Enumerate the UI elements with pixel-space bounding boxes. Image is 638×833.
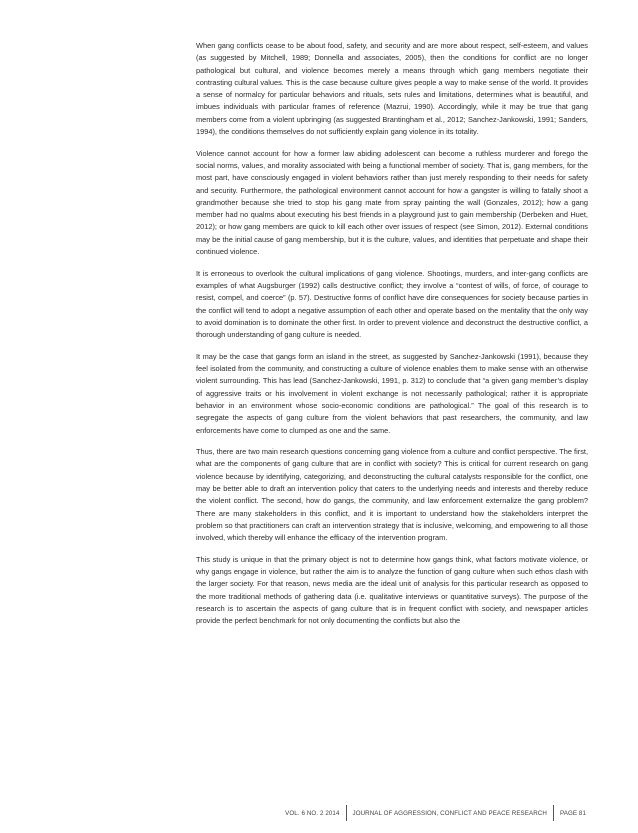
footer-page-number: PAGE 81 (559, 809, 586, 817)
paragraph-6: This study is unique in that the primary object is not to determine how gangs think, what factors motivate violence, or why gangs engage in violence, but rather the aim is to analyze the function of gang culture when such ethos clash with the larger society. For that reason, news media are the ideal unit of analysis for this particular research as opposed to the more traditional methods of gathering data (i.e. qualitative interviews or quantitative surveys). The purpose of the research is to ascertain the aspects of gang culture that is in frequent conflict with society, and newspaper articles provide the perfect benchmark for not only documenting the conflicts but also the (196, 554, 588, 626)
footer-volume: VOL. 6 NO. 2 2014 (285, 809, 340, 817)
paragraph-5: Thus, there are two main research questions concerning gang violence from a culture and conflict perspective. The first, what are the components of gang culture that are in conflict with society? This is critical for current research on gang violence because by identifying, categorizing, and deconstructing the cultural catalysts responsible for the conflict, one may be better able to draft an intervention policy that caters to the underlying needs and interests and thereby reduce the violent conflict. The second, how do gangs, the community, and law enforcement externalize the gang problem? There are many stakeholders in this conflict, and it is important to understand how the stakeholders interpret the problem so that practitioners can craft an intervention strategy that is inclusive, welcoming, and empowering to all those involved, which thereby will enhance the efficacy of the intervention program. (196, 447, 588, 543)
paragraph-3: It is erroneous to overlook the cultural implications of gang violence. Shootings, murders, and inter-gang conflicts are examples of what Augsburger (1992) calls destructive conflict; they involve a “contest of wills, of force, of courage to resist, compel, and coerce” (p. 57). Destructive forms of conflict have dire consequences for society because parties in the conflict will tend to adopt a negative assumption of each other and operate based on the mentality that the only way to avoid domination is to dominate the other first. In order to prevent violence and deconstruct the destructive conflict, a thorough understanding of gang culture is needed. (196, 268, 588, 340)
footer-divider (346, 805, 347, 821)
footer-divider (553, 805, 554, 821)
paragraph-4: It may be the case that gangs form an island in the street, as suggested by Sanchez-Jankowski (1991), because they feel isolated from the community, and constructing a culture of violence enables them to make sense with an otherwise violent surrounding. This has lead (Sanchez-Jankowski, 1991, p. 312) to conclude that “a given gang member’s display of aggressive traits or his involvement in violent exchange is not necessarily pathological; rather it is appropriate behavior in an environment whose socio-economic conditions are pathological.” The goal of this research is to segregate the aspects of gang culture from the violent behaviors that past researchers, the community, and law enforcements have come to clumped as one and the same. (196, 351, 588, 435)
page-footer (285, 805, 586, 821)
paragraph-2: Violence cannot account for how a former law abiding adolescent can become a ruthless murderer and forego the social norms, values, and morality associated with being a functional member of society. That is, gang members, for the most part, have consciously engaged in violent behaviors rather than just merely responding to their needs for safety and security. Furthermore, the pathological environment cannot account for how a gangster is willing to fatally shoot a grandmother because she tried to stop his gang mate from spray painting the wall (Gonzales, 2012); how a gang member had no qualms about executing his best friends in a playground just to gain membership (Derbeken and Huet, 2012); or how gang members are quick to kill each other over issues of respect (see Simon, 2012). External conditions may be the initial cause of gang membership, but it is the culture, values, and identities that perpetuate and shape their continued violence. (196, 148, 588, 257)
article-body (196, 40, 588, 637)
paragraph-1: When gang conflicts cease to be about food, safety, and security and are more about respect, self-esteem, and values (as suggested by Mitchell, 1989; Donnella and associates, 2005), then the conditions for conflict are no longer pathological but cultural, and violence becomes merely a means through which gang members negotiate their contrasting cultural values. This is the case because culture gives people a way to make sense of the world. It provides a sense of normalcy for particular behaviors and rituals, sets rules and limitations, determines what is beautiful, and imbues individuals with particular frames of reference (Mazrui, 1990). Accordingly, while it may be true that gang members come from a violent upbringing (as suggested Brantingham et al., 2012; Sanchez-Jankowski, 1991; Sanders, 1994), the conditions themselves do not sufficiently explain gang violence in its totality. (196, 41, 588, 137)
footer-journal: JOURNAL OF AGGRESSION, CONFLICT AND PEACE RESEARCH (352, 809, 547, 817)
